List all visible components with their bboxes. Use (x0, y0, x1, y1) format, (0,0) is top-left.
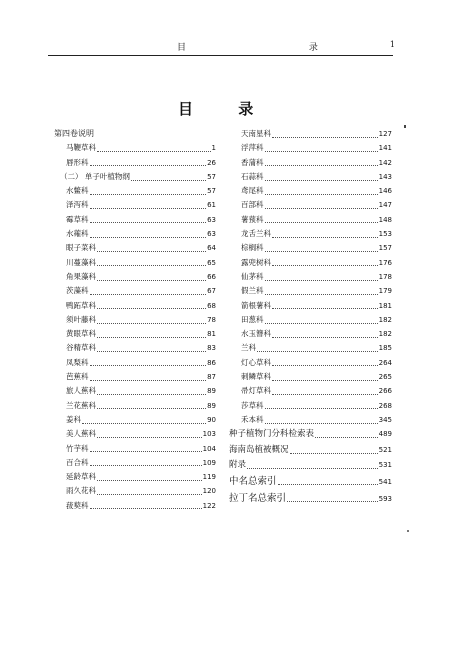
dot-leader (265, 214, 378, 223)
toc-entry[interactable] (54, 484, 216, 498)
toc-entry-page-number: 157 (378, 244, 392, 253)
toc-entry-page-number: 147 (378, 201, 392, 210)
toc-entry-page-number: 268 (378, 401, 392, 410)
toc-entry-page-number: 185 (378, 344, 392, 353)
toc-entry-label: 水蕹科 (66, 229, 89, 239)
toc-entry[interactable] (229, 427, 392, 442)
toc-section-heading (54, 127, 216, 141)
toc-entry-label: 中名总索引 (229, 476, 277, 488)
dot-leader (90, 357, 207, 366)
dot-leader (247, 460, 378, 469)
toc-entry[interactable] (54, 198, 216, 212)
toc-entry-page-number: 81 (207, 330, 216, 339)
toc-entry-page-number: 143 (378, 172, 392, 181)
toc-entry[interactable] (229, 327, 392, 341)
toc-entry-label: 水鳖科 (66, 186, 89, 196)
toc-entry-page-number: 119 (202, 473, 216, 482)
toc-right-column (229, 127, 392, 507)
toc-entry-page-number: 264 (378, 358, 392, 367)
toc-entry-label: 唇形科 (66, 157, 89, 167)
toc-entry[interactable] (229, 198, 392, 212)
dot-leader (265, 143, 378, 152)
toc-entry-label: （二） 单子叶植物纲 (60, 171, 130, 181)
toc-entry-label: 眼子菜科 (66, 243, 96, 253)
toc-entry-page-number: 61 (207, 201, 216, 210)
toc-entry[interactable] (229, 227, 392, 241)
toc-entry-page-number: 141 (378, 144, 392, 153)
toc-left-list (54, 141, 216, 513)
toc-entry[interactable] (54, 470, 216, 484)
toc-entry-label: 鸭跖草科 (66, 300, 96, 310)
toc-entry-label: 刺鳞草科 (241, 372, 271, 382)
toc-entry-label: 拉丁名总索引 (229, 493, 287, 505)
scan-mark (407, 530, 409, 532)
toc-entry[interactable] (54, 499, 216, 513)
toc-entry-label: 灯心草科 (241, 357, 271, 367)
toc-entry-page-number: 593 (378, 495, 392, 504)
toc-entry[interactable] (229, 256, 392, 270)
toc-entry[interactable] (54, 241, 216, 255)
toc-entry-page-number: 26 (207, 158, 216, 167)
toc-entry-label: 鸢尾科 (241, 186, 264, 196)
dot-leader (90, 200, 207, 209)
dot-leader (90, 229, 207, 238)
dot-leader (97, 272, 206, 281)
toc-appendix-list (229, 427, 392, 507)
toc-entry-label: 棕榈科 (241, 243, 264, 253)
toc-entry[interactable] (229, 299, 392, 313)
dot-leader (272, 329, 378, 338)
toc-entry-page-number: 122 (202, 501, 216, 510)
toc-entry[interactable] (54, 399, 216, 413)
toc-entry[interactable] (229, 270, 392, 284)
dot-leader (90, 500, 202, 509)
dot-leader (265, 272, 378, 281)
toc-entry-label: 箭根薯科 (241, 300, 271, 310)
toc-entry-label: 附录 (229, 459, 247, 470)
toc-left-column (54, 127, 216, 513)
toc-entry[interactable] (54, 427, 216, 441)
toc-entry[interactable] (54, 284, 216, 298)
dot-leader (272, 357, 378, 366)
toc-entry-label: 美人蕉科 (66, 429, 96, 439)
toc-entry-label: 茨藻科 (66, 286, 89, 296)
toc-entry[interactable] (54, 213, 216, 227)
toc-entry-page-number: 345 (378, 415, 392, 424)
toc-entry[interactable] (54, 327, 216, 341)
toc-entry-page-number: 78 (207, 315, 216, 324)
toc-entry-label: 假兰科 (241, 286, 264, 296)
dot-leader (90, 214, 207, 223)
dot-leader (97, 329, 206, 338)
dot-leader (265, 415, 378, 424)
toc-entry-page-number: 89 (207, 401, 216, 410)
dot-leader (265, 200, 378, 209)
toc-entry-page-number: 266 (378, 387, 392, 396)
toc-entry-label: 延龄草科 (66, 472, 96, 482)
toc-entry-label: 霉草科 (66, 214, 89, 224)
running-header (45, 38, 395, 54)
dot-leader (90, 186, 207, 195)
dot-leader (265, 157, 378, 166)
toc-entry-page-number: 181 (378, 301, 392, 310)
dot-leader (97, 343, 206, 352)
toc-entry-page-number: 153 (378, 230, 392, 239)
dot-leader (97, 472, 202, 481)
toc-entry-page-number: 120 (202, 487, 216, 496)
toc-entry-page-number: 87 (207, 373, 216, 382)
toc-entry-label: 薯蓣科 (241, 214, 264, 224)
toc-entry-label: 兰科 (241, 343, 256, 353)
toc-entry-label: 旅人蕉科 (66, 386, 96, 396)
toc-entry-page-number: 127 (378, 130, 392, 138)
toc-entry-label: 禾本科 (241, 414, 264, 424)
toc-entry-label: 露兜树科 (241, 257, 271, 267)
toc-entry[interactable] (229, 141, 392, 155)
toc-entry-label: 浮萍科 (241, 143, 264, 153)
dot-leader (278, 476, 378, 485)
dot-leader (272, 229, 378, 238)
toc-entry-page-number: 103 (202, 430, 216, 439)
toc-entry[interactable] (229, 213, 392, 227)
toc-entry-page-number: 65 (207, 258, 216, 267)
toc-entry-label: 龙舌兰科 (241, 229, 271, 239)
toc-entry-page-number: 109 (202, 458, 216, 467)
toc-entry-label: 兰花蕉科 (66, 400, 96, 410)
toc-entry-page-number: 489 (378, 430, 392, 439)
dot-leader (265, 186, 378, 195)
page-title: 目 录 (178, 100, 274, 118)
toc-entry[interactable] (54, 456, 216, 470)
toc-entry-label: 海南岛植被概况 (229, 444, 289, 455)
toc-entry[interactable] (54, 370, 216, 384)
toc-entry[interactable] (54, 170, 216, 184)
toc-entry[interactable] (54, 341, 216, 355)
dot-leader (97, 400, 206, 409)
toc-entry-label: 姜科 (66, 414, 81, 424)
dot-leader (272, 386, 378, 395)
toc-entry-page-number: 178 (378, 272, 392, 281)
toc-entry[interactable] (229, 399, 392, 413)
dot-leader (90, 286, 207, 295)
toc-entry-label: 天南星科 (241, 129, 271, 138)
toc-entry[interactable] (229, 443, 392, 458)
toc-entry-label: 泽泻科 (66, 200, 89, 210)
dot-leader (257, 343, 378, 352)
dot-leader (315, 429, 378, 438)
dot-leader (90, 457, 202, 466)
toc-entry-label: 凤梨科 (66, 357, 89, 367)
toc-entry[interactable] (229, 156, 392, 170)
toc-entry[interactable] (229, 170, 392, 184)
toc-entry[interactable] (54, 156, 216, 170)
dot-leader (97, 143, 211, 152)
toc-entry-label: 川蔓藻科 (66, 257, 96, 267)
dot-leader (272, 129, 378, 138)
toc-entry[interactable] (54, 413, 216, 427)
dot-leader (265, 243, 378, 252)
toc-entry[interactable] (229, 473, 392, 490)
toc-entry-page-number: 148 (378, 215, 392, 224)
toc-entry[interactable] (229, 184, 392, 198)
dot-leader (90, 372, 207, 381)
running-header-title: 目 录 (177, 43, 378, 53)
toc-entry[interactable] (229, 413, 392, 427)
toc-entry-page-number: 66 (207, 272, 216, 281)
toc-entry[interactable] (54, 442, 216, 456)
toc-entry-page-number: 142 (378, 158, 392, 167)
toc-section-heading-label: 第四卷说明 (54, 129, 94, 138)
dot-leader (272, 300, 378, 309)
toc-entry-page-number: 57 (207, 187, 216, 196)
dot-leader (97, 486, 202, 495)
toc-entry-page-number: 89 (207, 387, 216, 396)
toc-entry[interactable] (54, 184, 216, 198)
toc-entry-page-number: 57 (207, 172, 216, 181)
toc-right-list (229, 127, 392, 427)
toc-entry-page-number: 179 (378, 287, 392, 296)
dot-leader (287, 493, 378, 502)
toc-entry-page-number: 265 (378, 373, 392, 382)
toc-entry[interactable] (54, 256, 216, 270)
dot-leader (97, 386, 206, 395)
toc-entry-label: 百部科 (241, 200, 264, 210)
toc-entry-page-number: 1 (211, 144, 216, 153)
dot-leader (97, 315, 206, 324)
toc-entry[interactable] (54, 313, 216, 327)
toc-entry-page-number: 90 (207, 415, 216, 424)
toc-entry-label: 雨久花科 (66, 486, 96, 496)
toc-entry[interactable] (229, 384, 392, 398)
dot-leader (265, 315, 378, 324)
toc-entry-page-number: 68 (207, 301, 216, 310)
toc-entry-page-number: 541 (378, 478, 392, 487)
toc-entry[interactable] (54, 141, 216, 155)
toc-entry[interactable] (54, 270, 216, 284)
toc-entry[interactable] (229, 458, 392, 473)
dot-leader (265, 400, 378, 409)
toc-entry-label: 菝葜科 (66, 500, 89, 510)
toc-entry-page-number: 182 (378, 315, 392, 324)
toc-entry-label: 马鞭草科 (66, 143, 96, 153)
toc-entry-label: 竹芋科 (66, 443, 89, 453)
scan-mark (404, 125, 406, 128)
toc-entry-page-number: 83 (207, 344, 216, 353)
dot-leader (82, 415, 206, 424)
toc-entry-label: 仙茅科 (241, 271, 264, 281)
toc-entry-page-number: 104 (202, 444, 216, 453)
toc-entry-page-number: 64 (207, 244, 216, 253)
dot-leader (97, 243, 206, 252)
toc-entry[interactable] (229, 370, 392, 384)
toc-entry-label: 香蒲科 (241, 157, 264, 167)
toc-entry-label: 谷精草科 (66, 343, 96, 353)
toc-entry[interactable] (229, 313, 392, 327)
toc-entry[interactable] (54, 356, 216, 370)
toc-entry-page-number: 182 (378, 330, 392, 339)
dot-leader (90, 157, 207, 166)
toc-entry-label: 百合科 (66, 457, 89, 467)
toc-entry[interactable] (54, 299, 216, 313)
toc-entry[interactable] (229, 490, 392, 507)
dot-leader (272, 257, 378, 266)
toc-entry-page-number: 176 (378, 258, 392, 267)
toc-entry[interactable] (54, 227, 216, 241)
toc-entry-page-number: 521 (378, 445, 392, 454)
dot-leader (265, 172, 378, 181)
toc-entry[interactable] (54, 384, 216, 398)
dot-leader (265, 286, 378, 295)
toc-entry-page-number: 63 (207, 230, 216, 239)
dot-leader (90, 443, 202, 452)
toc-entry-label: 帚灯草科 (241, 386, 271, 396)
toc-entry-page-number: 86 (207, 358, 216, 367)
toc-entry[interactable] (229, 341, 392, 355)
toc-entry-label: 田葱科 (241, 314, 264, 324)
toc-entry-page-number: 531 (378, 460, 392, 469)
toc-entry-label: 石蒜科 (241, 171, 264, 181)
dot-leader (97, 257, 206, 266)
toc-entry-label: 须叶藤科 (66, 314, 96, 324)
toc-entry-label: 黄眼草科 (66, 329, 96, 339)
toc-entry-page-number: 67 (207, 287, 216, 296)
header-rule (48, 55, 393, 56)
toc-entry[interactable] (229, 241, 392, 255)
dot-leader (97, 300, 206, 309)
dot-leader (131, 172, 206, 181)
toc-entry-page-number: 146 (378, 187, 392, 196)
toc-entry-label: 角果藻科 (66, 271, 96, 281)
toc-entry-page-number: 63 (207, 215, 216, 224)
toc-entry-label: 水玉簪科 (241, 329, 271, 339)
running-header-page-number: 1 (389, 40, 395, 49)
toc-entry-label: 莎草科 (241, 400, 264, 410)
toc-entry[interactable] (229, 284, 392, 298)
dot-leader (290, 445, 378, 454)
toc-entry-label: 种子植物门分科检索表 (229, 429, 315, 440)
toc-entry[interactable] (229, 356, 392, 370)
dot-leader (97, 429, 202, 438)
toc-entry-label: 芭蕉科 (66, 372, 89, 382)
toc-entry[interactable] (229, 127, 392, 141)
dot-leader (272, 372, 378, 381)
